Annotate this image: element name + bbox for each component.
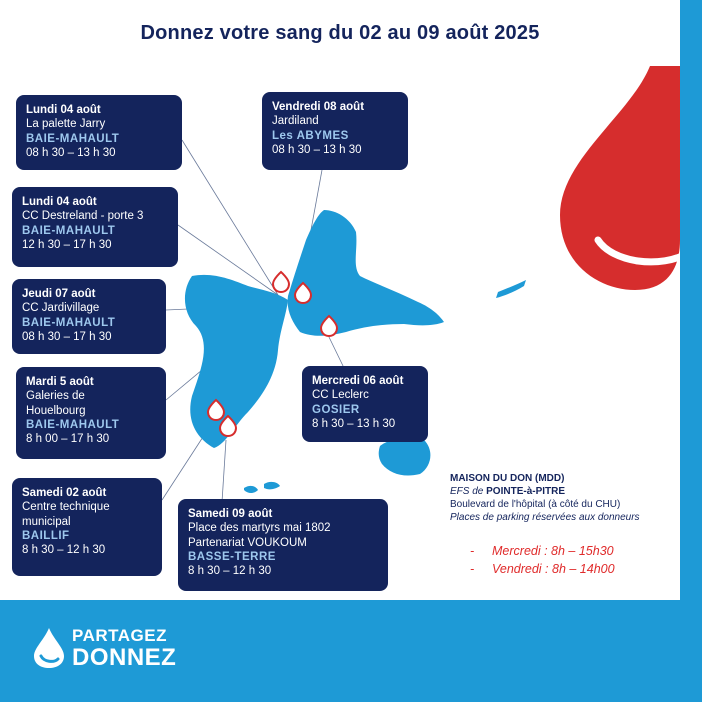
right-blue-band xyxy=(680,0,702,702)
maison-du-don-info xyxy=(450,472,680,524)
card-place: CC Jardivillage xyxy=(22,302,100,315)
mdd-parking: Places de parking réservées aux donneurs xyxy=(450,512,640,523)
card-place-line1: Galeries de xyxy=(26,390,85,403)
card-day: Samedi 09 août xyxy=(188,508,273,520)
partagez-donnez-logo xyxy=(72,626,176,671)
logo-line1: PARTAGEZ xyxy=(72,626,167,645)
schedule-dash: - xyxy=(470,544,475,558)
mdd-address: Boulevard de l'hôpital (à côté du CHU) xyxy=(450,499,621,510)
mdd-efs-prefix: EFS de xyxy=(450,486,487,497)
card-hours: 08 h 30 – 13 h 30 xyxy=(26,146,116,159)
card-hours: 8 h 30 – 13 h 30 xyxy=(312,417,396,430)
card-city: Les ABYMES xyxy=(272,129,349,142)
page-title: Donnez votre sang du 02 au 09 août 2025 xyxy=(140,22,540,44)
card-place-line1: Place des martyrs mai 1802 xyxy=(188,522,331,535)
event-card-samedi-basse-terre[interactable] xyxy=(178,499,388,591)
event-card-jeudi-jardivillage[interactable] xyxy=(12,279,166,354)
card-hours: 08 h 30 – 13 h 30 xyxy=(272,143,362,156)
card-city: BAIE-MAHAULT xyxy=(22,224,116,237)
card-place-line2: Partenariat VOUKOUM xyxy=(188,536,307,549)
card-city: BAIE-MAHAULT xyxy=(22,316,116,329)
mdd-efs-city: POINTE-à-PITRE xyxy=(486,486,566,497)
card-hours: 08 h 30 – 17 h 30 xyxy=(22,330,112,343)
card-day: Mercredi 06 août xyxy=(312,375,404,387)
desirade-island xyxy=(496,280,526,298)
card-day: Lundi 04 août xyxy=(22,196,97,208)
card-day: Vendredi 08 août xyxy=(272,101,365,113)
grande-terre-island xyxy=(288,210,444,336)
schedule-row xyxy=(470,542,615,560)
card-city: GOSIER xyxy=(312,403,360,416)
card-day: Mardi 5 août xyxy=(26,376,94,388)
mdd-schedule xyxy=(470,542,615,578)
card-hours: 12 h 30 – 17 h 30 xyxy=(22,238,112,251)
card-city: BAIE-MAHAULT xyxy=(26,132,120,145)
card-day: Lundi 04 août xyxy=(26,104,101,116)
big-blood-drop-icon xyxy=(560,66,690,290)
schedule-row xyxy=(470,560,615,578)
event-card-mercredi-leclerc[interactable] xyxy=(302,366,428,442)
card-place: La palette Jarry xyxy=(26,118,106,131)
card-city: BASSE-TERRE xyxy=(188,550,276,563)
card-place-line2: Houelbourg xyxy=(26,404,86,417)
mdd-efs-line xyxy=(450,485,680,498)
event-card-mardi-houelbourg[interactable] xyxy=(16,367,166,459)
card-hours: 8 h 30 – 12 h 30 xyxy=(22,544,106,557)
card-place: Jardiland xyxy=(272,115,319,128)
card-city: BAILLIF xyxy=(22,529,70,542)
event-card-lundi-jarry[interactable] xyxy=(16,95,182,170)
logo-line2: DONNEZ xyxy=(72,644,177,671)
card-hours: 8 h 00 – 17 h 30 xyxy=(26,433,110,446)
blood-drop-icon xyxy=(32,626,66,670)
basse-terre-island xyxy=(185,275,288,448)
card-place: CC Destreland - porte 3 xyxy=(22,210,144,223)
card-day: Samedi 02 août xyxy=(22,487,107,499)
card-city: BAIE-MAHAULT xyxy=(26,418,120,431)
event-card-lundi-destreland[interactable] xyxy=(12,187,178,267)
card-hours: 8 h 30 – 12 h 30 xyxy=(188,565,272,578)
event-card-samedi-baillif[interactable] xyxy=(12,478,162,576)
card-place: CC Leclerc xyxy=(312,389,369,402)
card-place-line2: municipal xyxy=(22,515,71,528)
event-card-vendredi-jardiland[interactable] xyxy=(262,92,408,170)
schedule-text: Mercredi : 8h – 15h30 xyxy=(492,544,614,558)
card-place-line1: Centre technique xyxy=(22,501,110,514)
mdd-title: MAISON DU DON (MDD) xyxy=(450,473,565,484)
marie-galante-island xyxy=(379,438,431,476)
card-day: Jeudi 07 août xyxy=(22,288,96,300)
les-saintes-islands xyxy=(244,482,280,493)
schedule-dash: - xyxy=(470,562,475,576)
schedule-text: Vendredi : 8h – 14h00 xyxy=(492,562,615,576)
